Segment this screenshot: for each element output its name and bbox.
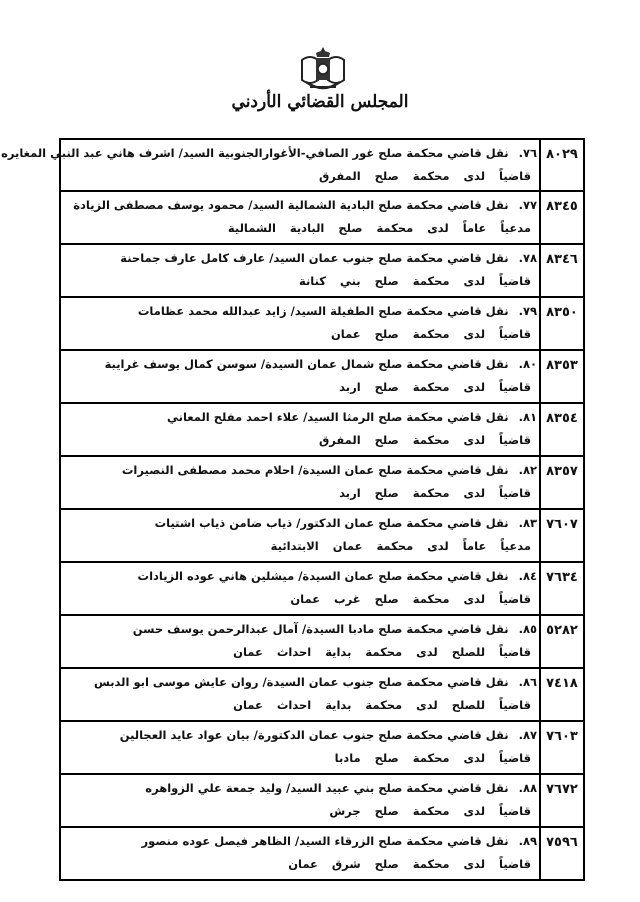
judge-code: ٧٦٧٢ — [539, 775, 583, 826]
table-row — [59, 298, 585, 351]
transfer-line — [67, 516, 537, 530]
transfer-line — [67, 622, 537, 636]
item-number: ٨٩. — [518, 834, 537, 848]
transfer-text: نقل قاضي محكمة صلح شمال عمان السيدة/ سوسن كمال يوسف غرايبة — [104, 357, 509, 371]
table-row — [59, 722, 585, 775]
transfer-cell — [67, 351, 537, 402]
transfer-text: نقل قاضي محكمة صلح الزرقاء السيد/ الظاهر فيصل عوده منصور — [141, 834, 509, 848]
item-number: ٨٢. — [518, 463, 537, 477]
transfer-cell — [67, 563, 537, 614]
table-row — [59, 669, 585, 722]
new-post: مدعياً عاماً لدى محكمة صلح البادية الشمالية — [227, 221, 531, 235]
item-number: ٧٨. — [518, 251, 537, 265]
table-row — [59, 563, 585, 616]
new-post: قاضياً لدى محكمة صلح غرب عمان — [290, 592, 531, 606]
transfer-cell — [67, 245, 537, 296]
transfer-cell — [67, 192, 537, 243]
transfer-cell — [67, 404, 537, 455]
new-post: مدعياً عاماً لدى محكمة عمان الابتدائية — [270, 539, 531, 553]
transfer-line — [67, 728, 537, 742]
transfer-text: نقل قاضي محكمة صلح جنوب عمان الدكتورة/ بيان عواد عايد العجالين — [119, 728, 509, 742]
transfer-cell — [67, 669, 537, 720]
item-number: ٨٨. — [518, 781, 537, 795]
table-row — [59, 245, 585, 298]
transfer-line — [67, 357, 537, 371]
transfer-text: نقل قاضي محكمة صلح جنوب عمان السيد/ عارف كامل عارف جماحنة — [120, 251, 509, 265]
new-post: قاضياً للصلح لدى محكمة بداية احداث عمان — [233, 645, 531, 659]
new-post: قاضياً لدى محكمة صلح شرق عمان — [288, 857, 531, 871]
judge-code: ٨٣٥٧ — [539, 457, 583, 508]
transfer-text: نقل قاضي محكمة صلح جنوب عمان السيدة/ روان عايش موسى ابو الدبس — [93, 675, 509, 689]
item-number: ٨٦. — [518, 675, 537, 689]
new-post: قاضياً لدى محكمة صلح بني كنانة — [298, 274, 531, 288]
table-row — [59, 828, 585, 881]
judge-code: ٧٤١٨ — [539, 669, 583, 720]
new-post: قاضياً لدى محكمة صلح المفرق — [318, 169, 531, 183]
table-row — [59, 510, 585, 563]
judge-code: ٧٦٣٤ — [539, 563, 583, 614]
new-post: قاضياً لدى محكمة صلح اربد — [339, 380, 531, 394]
table-row — [59, 192, 585, 245]
transfers-table — [1, 138, 585, 881]
transfer-cell — [67, 722, 537, 773]
judge-code: ٧٥٩٦ — [539, 828, 583, 879]
judge-code: ٨٣٥٣ — [539, 351, 583, 402]
new-post: قاضياً لدى محكمة صلح جرش — [329, 804, 531, 818]
item-number: ٧٩. — [518, 304, 537, 318]
transfer-cell — [67, 616, 537, 667]
judge-code: ٨٣٤٦ — [539, 245, 583, 296]
transfer-cell — [67, 828, 537, 879]
transfer-text: نقل قاضي محكمة صلح البادية الشمالية السيد/ محمود يوسف مصطفى الزيادة — [73, 198, 509, 212]
judge-code: ٧٦٠٧ — [539, 510, 583, 561]
item-number: ٨٤. — [518, 569, 537, 583]
table-row — [59, 404, 585, 457]
transfer-line — [67, 781, 537, 795]
item-number: ٨١. — [518, 410, 537, 424]
transfer-line — [67, 463, 537, 477]
transfer-text: نقل قاضي محكمة صلح مادبا السيدة/ آمال عبدالرحمن يوسف حسن — [132, 622, 509, 636]
transfer-cell — [67, 775, 537, 826]
transfer-line — [1, 146, 537, 160]
coat-of-arms-icon — [296, 44, 350, 96]
transfer-line — [67, 251, 537, 265]
transfer-cell — [67, 510, 537, 561]
transfer-text: نقل قاضي محكمة صلح غور الصافي-الأغوارالجنوبية السيد/ اشرف هاني عبد النبي المغايره — [1, 146, 509, 160]
transfer-text: نقل قاضي محكمة صلح بني عبيد السيد/ وليد جمعة علي الزواهره — [145, 781, 509, 795]
transfer-line — [67, 410, 537, 424]
transfer-cell — [1, 140, 537, 190]
transfer-line — [67, 834, 537, 848]
item-number: ٧٧. — [518, 198, 537, 212]
council-name: المجلس القضائي الأردني — [231, 92, 409, 112]
table-row — [59, 775, 585, 828]
transfer-line — [67, 198, 537, 212]
table-row — [59, 351, 585, 404]
new-post: قاضياً لدى محكمة صلح مادبا — [334, 751, 531, 765]
table-row — [59, 457, 585, 510]
transfer-cell — [67, 298, 537, 349]
transfer-text: نقل قاضي محكمة صلح عمان الدكتور/ ذياب ضامن ذياب اشتيات — [154, 516, 509, 530]
judge-code: ٨٣٤٥ — [539, 192, 583, 243]
table-row — [1, 140, 585, 192]
judge-code: ٥٢٨٢ — [539, 616, 583, 667]
transfer-text: نقل قاضي محكمة صلح عمان السيدة/ احلام محمد مصطفى النصيرات — [121, 463, 509, 477]
item-number: ٨٣. — [518, 516, 537, 530]
transfer-line — [67, 304, 537, 318]
judge-code: ٨٠٢٩ — [539, 140, 583, 190]
new-post: قاضياً لدى محكمة صلح المفرق — [318, 433, 531, 447]
item-number: ٧٦. — [518, 146, 537, 160]
new-post: قاضياً لدى محكمة صلح عمان — [330, 327, 531, 341]
new-post: قاضياً لدى محكمة صلح اربد — [339, 486, 531, 500]
transfer-text: نقل قاضي محكمة صلح عمان السيدة/ ميشلين هاني عوده الزيادات — [137, 569, 509, 583]
letterhead — [0, 0, 640, 132]
item-number: ٨٧. — [518, 728, 537, 742]
transfer-line — [67, 569, 537, 583]
item-number: ٨٥. — [518, 622, 537, 636]
transfer-text: نقل قاضي محكمة صلح الطفيلة السيد/ زايد عبدالله محمد عظامات — [137, 304, 509, 318]
transfer-text: نقل قاضي محكمة صلح الرمثا السيد/ علاء احمد مفلح المعاني — [167, 410, 509, 424]
transfer-cell — [67, 457, 537, 508]
new-post: قاضياً للصلح لدى محكمة بداية احداث عمان — [233, 698, 531, 712]
judge-code: ٨٣٥٠ — [539, 298, 583, 349]
judge-code: ٨٣٥٤ — [539, 404, 583, 455]
transfer-line — [67, 675, 537, 689]
item-number: ٨٠. — [518, 357, 537, 371]
judge-code: ٧٦٠٣ — [539, 722, 583, 773]
table-row — [59, 616, 585, 669]
